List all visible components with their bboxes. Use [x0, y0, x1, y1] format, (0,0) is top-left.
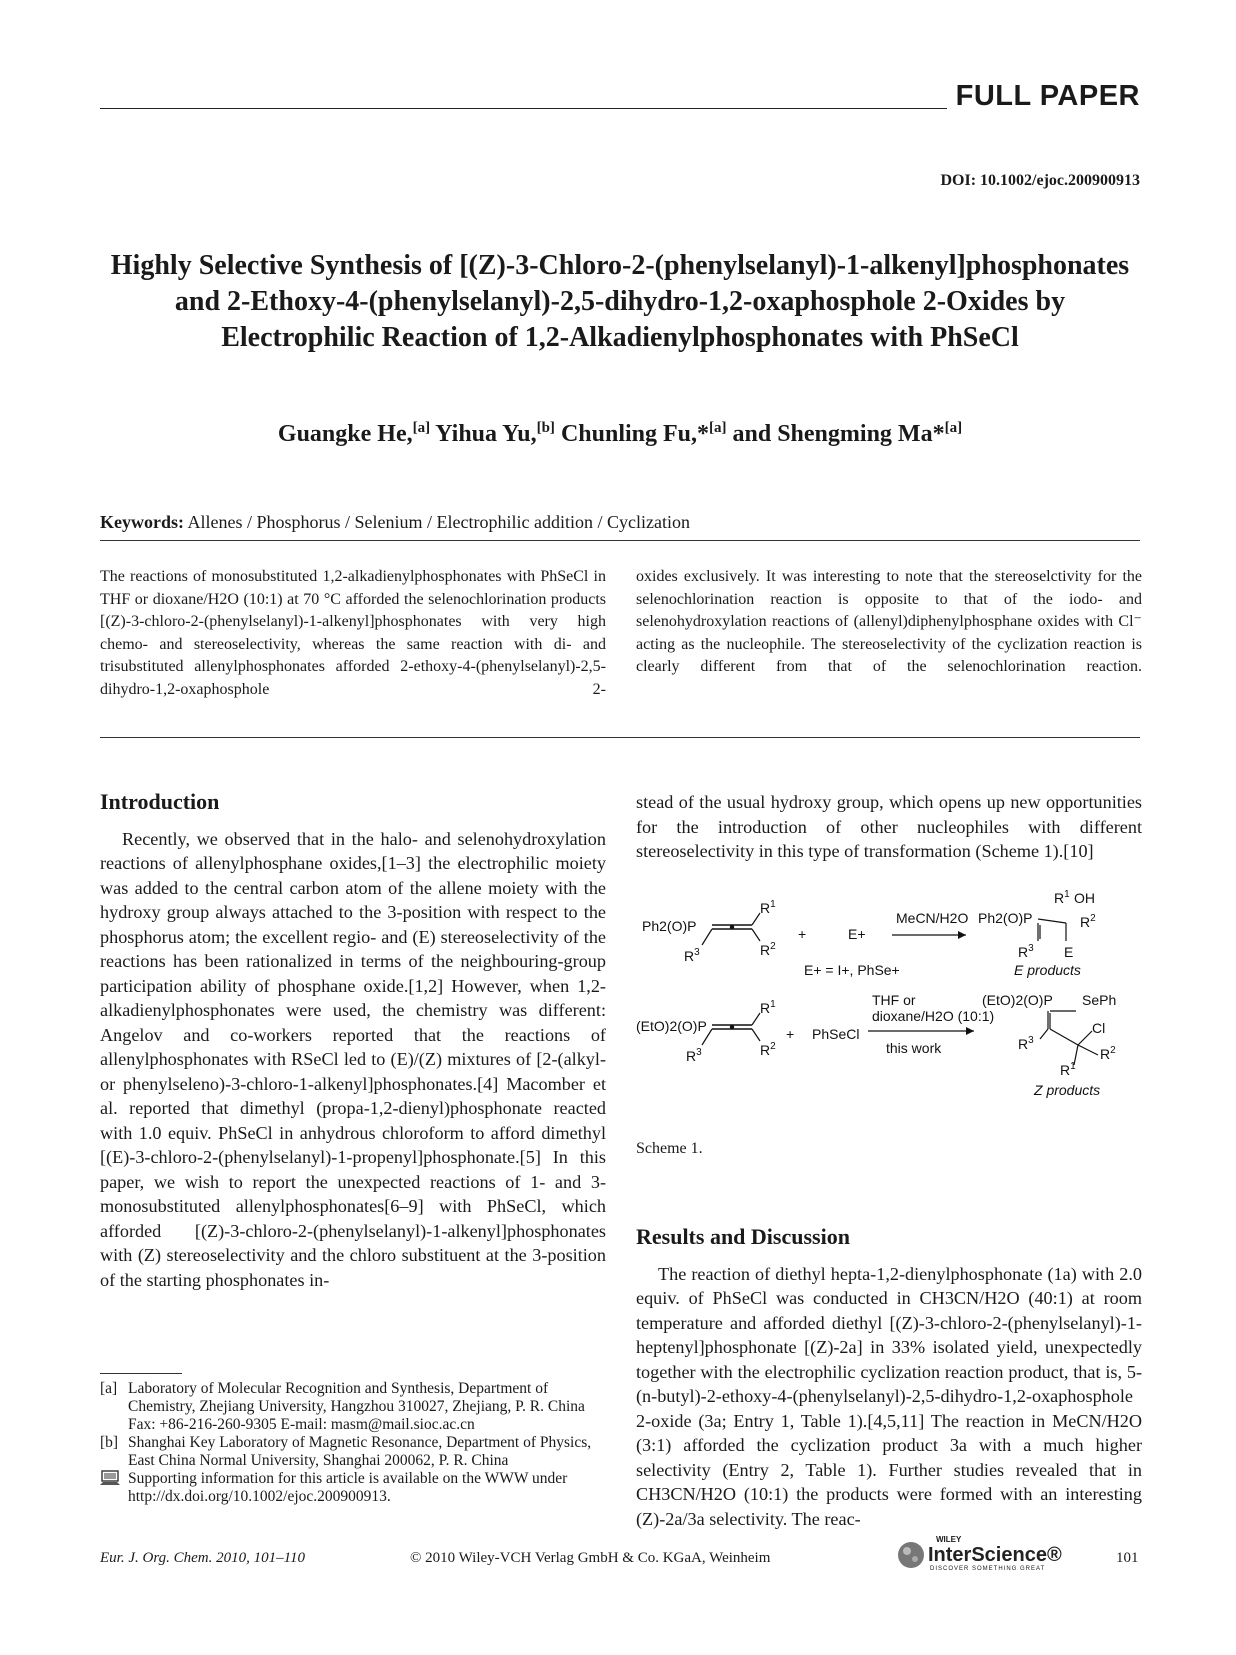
- intro-continued: [636, 790, 1142, 864]
- author-list: [100, 420, 1140, 448]
- scheme-r1-electrophile: E+: [848, 926, 866, 942]
- intro-paragraph: Recently, we observed that in the halo- and selenohydroxylation reactions of allenylphosphane oxides,[1–3] the electrophilic moiety was added to the central carbon atom of the allene moiety with the hydroxy group always attached to the 3-position with respect to the phosphorus atom; the excellent regio- and (E) stereoselectivity of the reactions has been rationalized in terms of the neighbouring-group participation ability of phosphane oxide.[1,2] However, when 1,2-alkadienylphosphonates were used, the chemistry was different: Angelov and co-workers reported that the reactions of allenylphosphonates with RSeCl led to (E)/(Z) mixtures of [2-(alkyl- or phenylseleno)-3-chloro-1-alkenyl]phosphonates.[4] Macomber et al. reported that dimethyl (propa-1,2-dienyl)phosphonate reacted with 1.0 equiv. PhSeCl in anhydrous chloroform to afford dimethyl [(E)-3-chloro-2-(phenylselanyl)-1-propenyl]phosphonate.[5] In this paper, we wish to report the unexpected reactions of 1- and 3-monosubstituted allenylphosphonates[6–9] with PhSeCl, which afforded [(Z)-3-chloro-2-(phenylselanyl)-1-alkenyl]phosphonates with (Z) stereoselectivity and the chloro substituent at the 3-position of the starting phosphonates in-: [100, 828, 606, 1290]
- abstract-top-rule: [100, 540, 1140, 541]
- scheme-r1-product: Ph2(O)P: [978, 910, 1033, 926]
- article-title: Highly Selective Synthesis of [(Z)-3-Chloro-2-(phenylselanyl)-1-alkenyl]phosphonates and 2-Ethoxy-4-(phenylselanyl)-2,5-dihydro-1,2-oxaphosphole 2-Oxides by Electrophilic Reaction of 1,2-Alkadienylphosphonates with PhSeCl: [110, 250, 1130, 353]
- author-name: and Shengming Ma*: [732, 421, 945, 447]
- scheme-r2-conditions-1: THF or: [872, 992, 916, 1008]
- footnote-label-b: [b]: [100, 1434, 119, 1451]
- abstract-right: oxides exclusively. It was interesting to note that the stereoselctivity for the selenochlorination reaction is opposite to that of the iodo- and selenohydroxylation reactions of (allenyl)diphenylphosphane oxides with Cl⁻ acting as the nucleophile. The stereoselectivity of the cyclization reaction is clearly different from that of the selenochlorination reaction.: [636, 568, 1142, 675]
- scheme-r2-product-label: Z products: [1034, 1082, 1101, 1098]
- scheme-r1-start: Ph2(O)P: [642, 918, 697, 934]
- abstract-left: The reactions of monosubstituted 1,2-alkadienylphosphonates with PhSeCl in THF or dioxane/H2O (10:1) at 70 °C afforded the selenochlorination products [(Z)-3-chloro-2-(phenylselanyl)-1-alkenyl]phosphonates with very high chemo- and stereoselectivity, whereas the same reaction with di- and trisubstituted allenylphosphonates afforded 2-ethoxy-4-(phenylselanyl)-2,5-dihydro-1,2-oxaphosphole 2-: [100, 568, 606, 698]
- scheme-r2-start: (EtO)2(O)P: [636, 1018, 707, 1034]
- abstract-bottom-rule: [100, 737, 1140, 738]
- footnotes: [100, 1380, 606, 1506]
- keywords: [100, 512, 690, 533]
- svg-text:Cl: Cl: [1092, 1020, 1106, 1036]
- scheme-r1-product-label: E products: [1014, 962, 1081, 978]
- scheme-r1-conditions: MeCN/H2O: [896, 910, 969, 926]
- svg-text:R2: $R^2$: [1080, 913, 1096, 930]
- keywords-label: Keywords:: [100, 512, 184, 532]
- footnote-rule: [100, 1373, 182, 1374]
- scheme-r2-conditions-3: this work: [886, 1040, 942, 1056]
- author-name: Guangke He,: [277, 421, 413, 447]
- affiliation-mark: [a]: [709, 420, 727, 436]
- svg-text:+: +: [798, 926, 807, 942]
- interscience-logo: WILEY InterScience® DISCOVER SOMETHING GREAT: [896, 1536, 1056, 1572]
- affiliation-mark: [b]: [536, 420, 555, 436]
- intro-paragraph-cont: stead of the usual hydroxy group, which opens up new opportunities for the introduction of other nucleophiles with different stereoselectivity in this type of transformation (Scheme 1).[10]: [636, 792, 1142, 861]
- scheme-r2-conditions-2: dioxane/H2O (10:1): [872, 1008, 995, 1024]
- svg-text:R2: $R^2$: [1100, 1045, 1116, 1062]
- svg-text:R2: $R^2$: [760, 941, 776, 958]
- svg-text:R1: $R^1$: [1060, 1061, 1076, 1078]
- footnote-b: Shanghai Key Laboratory of Magnetic Resonance, Department of Physics, East China Normal University, Shanghai 200062, P. R. China: [128, 1434, 592, 1469]
- author-name: Yihua Yu,: [435, 421, 537, 447]
- results-heading: Results and Discussion: [636, 1224, 850, 1249]
- svg-text:OH: OH: [1074, 890, 1095, 906]
- svg-text:R3: $R^3$: [1018, 943, 1034, 960]
- footnote-label-a: [a]: [100, 1380, 118, 1397]
- doi[interactable]: DOI: 10.1002/ejoc.200900913: [940, 172, 1140, 189]
- globe-icon: [896, 1540, 926, 1570]
- scheme-r2-product: (EtO)2(O)P: [982, 992, 1053, 1008]
- page-number: 101: [1116, 1550, 1139, 1566]
- footnote-supporting-info: Supporting information for this article is available on the WWW under http://dx.doi.org/10.1002/ejoc.200900913.: [128, 1470, 568, 1505]
- intro-section: [100, 790, 606, 1292]
- svg-text:R1: $R^1$: [760, 999, 776, 1016]
- scheme-r1-equivalence: E+ = I+, PhSe+: [804, 962, 900, 978]
- affiliation-mark: [a]: [412, 420, 431, 436]
- journal-citation: Eur. J. Org. Chem. 2010, 101–110: [100, 1550, 305, 1566]
- intro-heading: Introduction: [100, 789, 220, 814]
- keywords-text: Allenes / Phosphorus / Selenium / Electrophilic addition / Cyclization: [187, 512, 690, 532]
- svg-text:E: E: [1064, 944, 1074, 960]
- svg-text:R1: $R^1$: [1054, 889, 1070, 906]
- header-rule: [100, 108, 947, 109]
- results-paragraph: The reaction of diethyl hepta-1,2-dienylphosphonate (1a) with 2.0 equiv. of PhSeCl was conducted in CH3CN/H2O (40:1) at room temperature and afforded diethyl [(Z)-3-chloro-2-(phenylselanyl)-1-heptenyl]phosphonate [(Z)-2a] in 33% isolated yield, unexpectedly together with the electrophilic cyclization reaction product, that is, 5-(n-butyl)-2-ethoxy-4-(phenylselanyl)-2,5-dihydro-1,2-oxaphosphole 2-oxide (3a; Entry 1, Table 1).[4,5,11] The reaction in MeCN/H2O (3:1) afforded the cyclization product 3a with a much higher selectivity (Entry 2, Table 1). Further studies revealed that in CH3CN/H2O (10:1) the products were formed with an interesting (Z)-2a/3a selectivity. The reac-: [636, 1263, 1142, 1529]
- affiliation-mark: [a]: [944, 420, 963, 436]
- author-name: Chunling Fu,*: [560, 421, 710, 447]
- svg-text:R2: $R^2$: [760, 1041, 776, 1058]
- computer-icon: [100, 1470, 120, 1491]
- results-section: [636, 1225, 1142, 1531]
- svg-text:SePh: SePh: [1082, 992, 1117, 1008]
- svg-text:R3: $R^3$: [1018, 1035, 1034, 1052]
- svg-text:R3: $R^3$: [684, 947, 700, 964]
- scheme-r2-reagent: PhSeCl: [812, 1026, 860, 1042]
- svg-text:+: +: [786, 1026, 795, 1042]
- svg-text:R1: $R^1$: [760, 899, 776, 916]
- section-label: FULL PAPER: [955, 80, 1140, 112]
- copyright: © 2010 Wiley-VCH Verlag GmbH & Co. KGaA, Weinheim: [410, 1550, 771, 1566]
- footnote-a: Laboratory of Molecular Recognition and Synthesis, Department of Chemistry, Zhejiang University, Hangzhou 310027, Zhejiang, P. R. China Fax: +86-216-260-9305 E-mail: masm@mail.sioc.ac.cn: [128, 1380, 585, 1433]
- scheme-caption: Scheme 1.: [636, 1140, 703, 1157]
- svg-text:R3: $R^3$: [686, 1047, 702, 1064]
- scheme-1-figure: [636, 889, 1156, 1135]
